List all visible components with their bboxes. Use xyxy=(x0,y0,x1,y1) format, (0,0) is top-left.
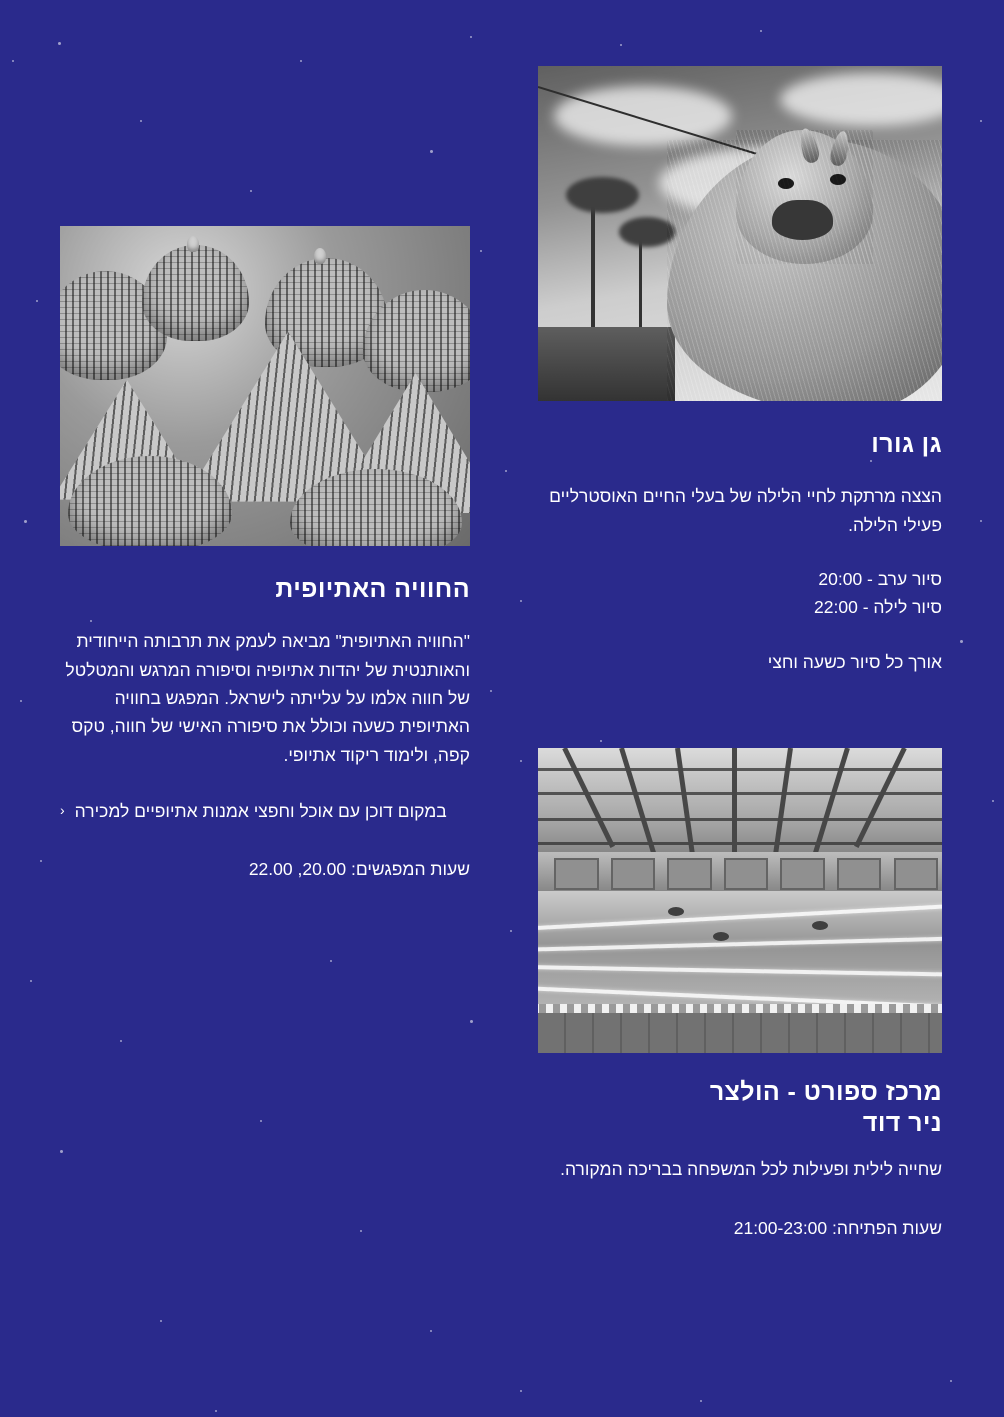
bullet-arrow-icon: ‹ xyxy=(60,801,65,818)
sport-center-hours: שעות הפתיחה: 21:00-23:00 xyxy=(733,1217,942,1238)
sport-center-body: שחייה לילית ופעילות לכל המשפחה בבריכה המקורה. xyxy=(560,1159,942,1180)
section-ethiopian xyxy=(60,226,470,884)
sport-center-title-line1: מרכז ספורט - הולצר xyxy=(709,1077,942,1106)
sport-center-title xyxy=(538,1077,942,1140)
ethiopian-bullet-text: במקום דוכן עם אוכל וחפצי אמנות אתיופיים למכירה xyxy=(74,800,447,821)
ethiopian-baskets-photo xyxy=(60,226,470,546)
section-sport-center xyxy=(538,748,942,1242)
kangaroo-title: גן גורו xyxy=(871,430,942,458)
ethiopian-body: "החוויה האתיופית" מביאה לעמק את תרבותה הייחודית והאותנטית של יהדות אתיופיה וסיפורה המרגש והמטלטל של חווה אלמו על עלייתה לישראל. המפגש בחוויה האתיופית כשעה וכולל את סיפורה האישי של חווה, טקס קפה, ולימוד ריקוד אתיופי. xyxy=(65,631,470,765)
kangaroo-duration-note: אורך כל סיור כשעה וחצי xyxy=(767,651,942,672)
section-kangaroo xyxy=(538,66,942,676)
kangaroo-photo xyxy=(538,66,942,401)
sport-center-title-line2: ניר דוד xyxy=(862,1109,942,1138)
ethiopian-title: החוויה האתיופית xyxy=(275,575,470,603)
kangaroo-time-night: סיור לילה - 22:00 xyxy=(814,597,942,618)
kangaroo-time-evening: סיור ערב - 20:00 xyxy=(818,568,942,589)
right-column xyxy=(538,66,942,1242)
ethiopian-bullet xyxy=(60,797,470,825)
swimming-pool-photo xyxy=(538,748,942,1053)
kangaroo-times xyxy=(538,565,942,622)
ethiopian-hours: שעות המפגשים: 20.00, 22.00 xyxy=(248,859,470,880)
kangaroo-body: הצצה מרתקת לחיי הלילה של בעלי החיים האוסטרליים פעילי הלילה. xyxy=(549,486,942,535)
